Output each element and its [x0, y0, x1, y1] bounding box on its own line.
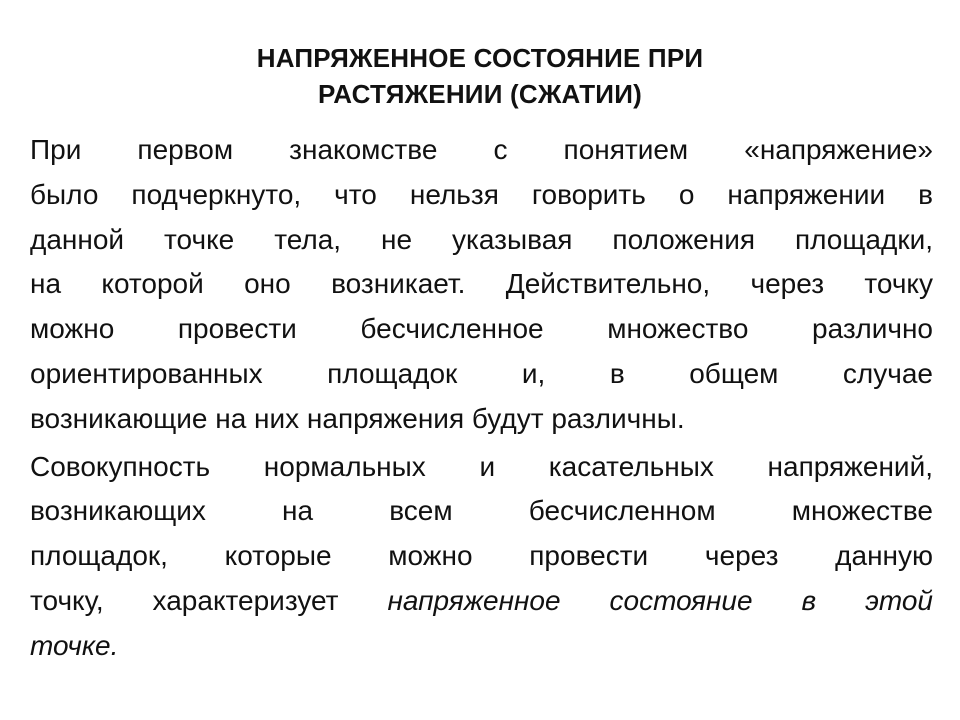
paragraph-1-line: ориентированных площадок и, в общем случае — [30, 357, 933, 389]
paragraph-2-line: возникающих на всем бесчисленном множестве — [30, 495, 933, 527]
paragraph-1-line: данной точке тела, не указывая положения площадки, — [30, 223, 933, 255]
slide-body — [30, 128, 933, 669]
paragraph-2-line-mixed — [30, 579, 933, 624]
paragraph-1-line: При первом знакомстве с понятием «напряжение» — [30, 134, 933, 165]
paragraph-2 — [30, 445, 933, 669]
slide-title — [0, 40, 960, 112]
paragraph-2-line: площадок, которые можно провести через данную — [30, 540, 933, 572]
paragraph-1-line: было подчеркнуто, что нельзя говорить о напряжении в — [30, 178, 933, 210]
paragraph-2-line: Совокупность нормальных и касательных напряжений, — [30, 450, 933, 482]
paragraph-1-line: на которой оно возникает. Действительно, через точку — [30, 268, 933, 300]
title-line-1: НАПРЯЖЕННОЕ СОСТОЯНИЕ ПРИ — [256, 43, 704, 73]
paragraph-1 — [30, 128, 933, 442]
paragraph-1-line: возникающие на них напряжения будут различны. — [30, 402, 685, 434]
paragraph-1-line: можно провести бесчисленное множество различно — [30, 313, 933, 345]
paragraph-2-plain-text: точку, характеризует — [30, 584, 388, 616]
title-line-2: РАСТЯЖЕНИИ (СЖАТИИ) — [318, 79, 642, 109]
emphasis-stress-state-end: точке. — [30, 629, 119, 661]
emphasis-stress-state: напряженное состояние в этой — [387, 584, 933, 616]
